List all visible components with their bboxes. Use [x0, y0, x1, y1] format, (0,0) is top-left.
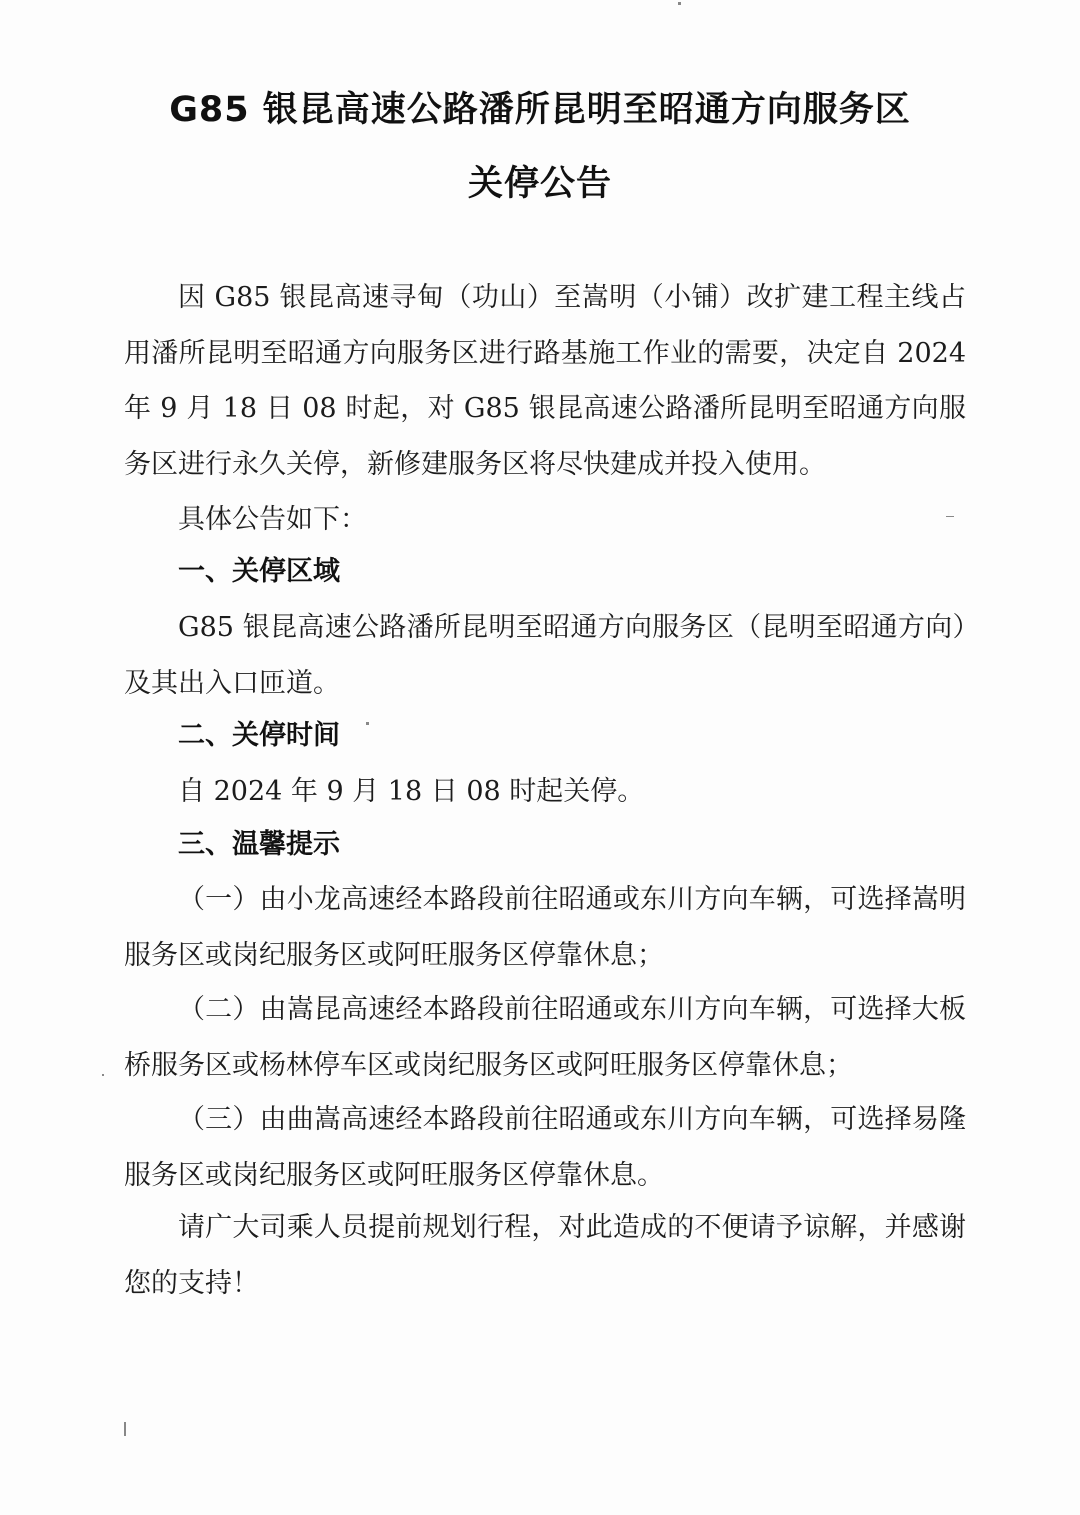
scan-speck — [366, 722, 369, 725]
section-heading-closure-time: 二、关停时间 — [178, 720, 340, 751]
closure-area-paragraph: G85 银昆高速公路潘所昆明至昭通方向服务区（昆明至昭通方向）及其出入口匝道。 — [124, 612, 966, 699]
section-heading-closure-area: 一、关停区域 — [178, 556, 340, 587]
scan-speck — [124, 1422, 126, 1436]
document-title-line-2: 关停公告 — [467, 164, 612, 204]
document-title-line-1: G85 银昆高速公路潘所昆明至昭通方向服务区 — [169, 90, 911, 130]
tip-paragraph-3: （三）由曲嵩高速经本路段前往昭通或东川方向车辆，可选择易隆服务区或岗纪服务区或阿旺服务区停靠休息。 — [124, 1104, 966, 1191]
scan-speck — [102, 1074, 104, 1076]
section-heading-tips: 三、温馨提示 — [178, 829, 340, 860]
intro-paragraph: 因 G85 银昆高速寻甸（功山）至嵩明（小铺）改扩建工程主线占用潘所昆明至昭通方向服务区进行路基施工作业的需要，决定自 2024 年 9 月 18 日 08 时起，对 G85 银昆高速公路潘所昆明至昭通方向服务区进行永久关停，新修建服务区将尽快建成并投入使用。 — [124, 282, 966, 480]
lead-paragraph: 具体公告如下： — [178, 504, 367, 535]
closing-paragraph: 请广大司乘人员提前规划行程，对此造成的不便请予谅解，并感谢您的支持！ — [124, 1212, 966, 1299]
closure-time-paragraph: 自 2024 年 9 月 18 日 08 时起关停。 — [178, 776, 645, 807]
tip-paragraph-2: （二）由嵩昆高速经本路段前往昭通或东川方向车辆，可选择大板桥服务区或杨林停车区或岗纪服务区或阿旺服务区停靠休息； — [124, 994, 966, 1081]
scan-speck — [946, 516, 954, 517]
tip-paragraph-1: （一）由小龙高速经本路段前往昭通或东川方向车辆，可选择嵩明服务区或岗纪服务区或阿旺服务区停靠休息； — [124, 884, 966, 971]
scan-speck — [678, 2, 681, 5]
